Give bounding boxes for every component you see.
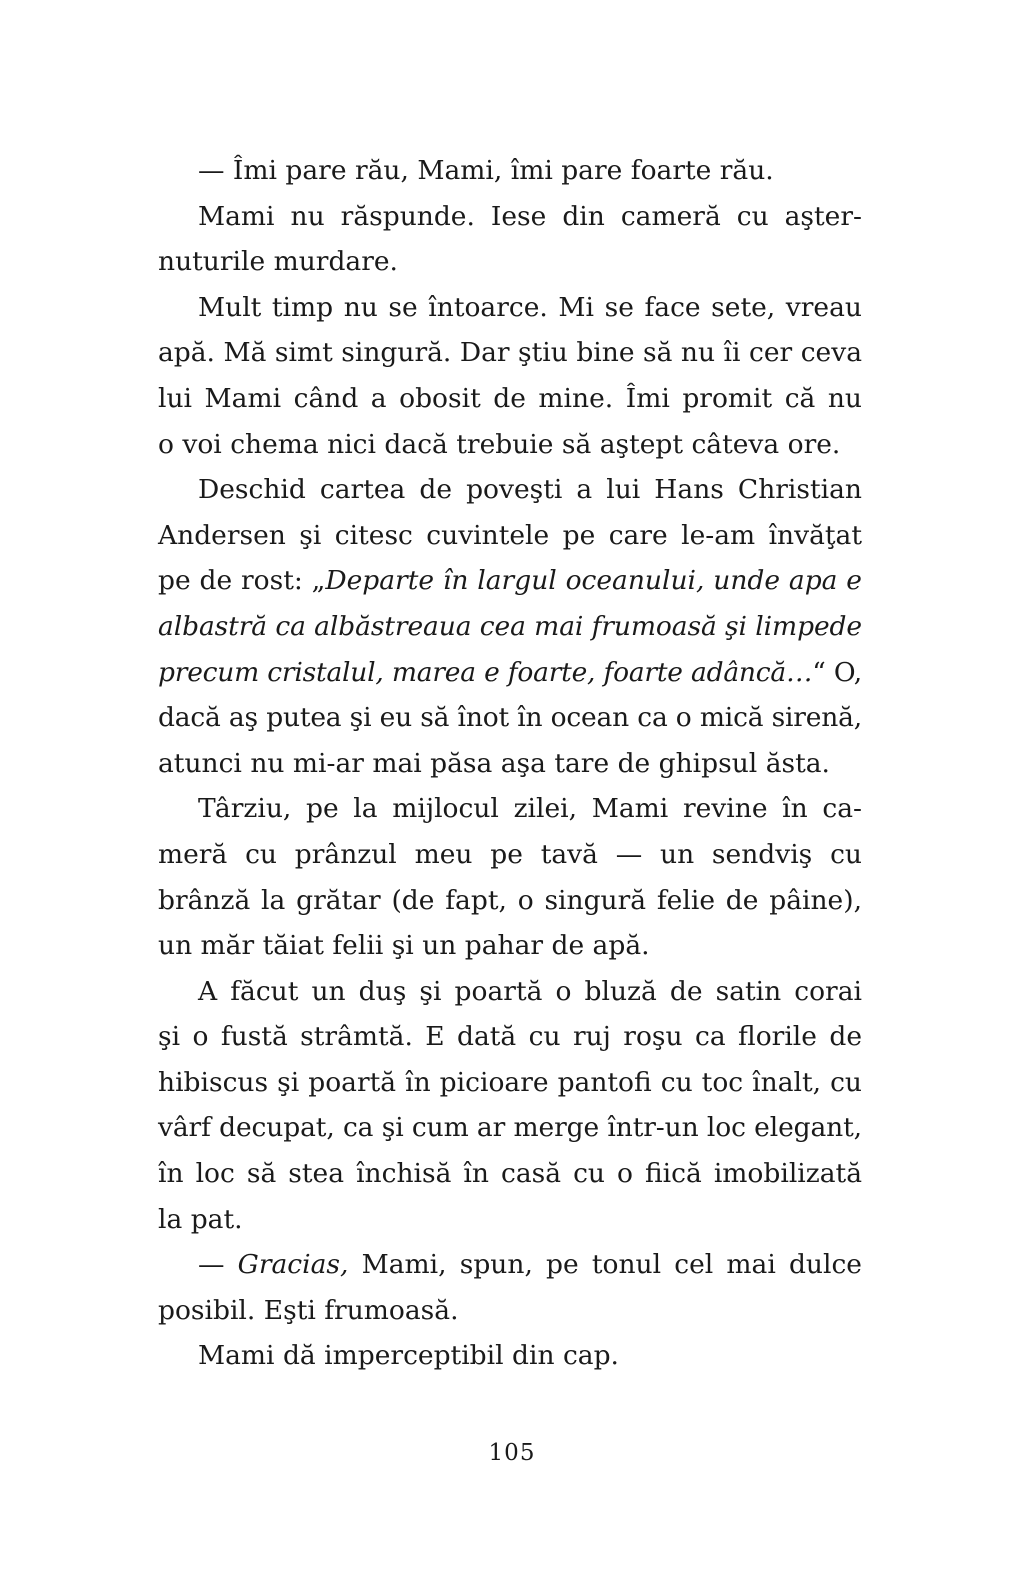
text-line: — Îmi pare rău, Mami, îmi pare foarte rău.	[198, 155, 774, 186]
text-line: atunci nu mi-ar mai păsa aşa tare de ghipsul ăsta.	[158, 747, 830, 779]
italic-word: Gracias,	[237, 1249, 349, 1281]
text-line: dacă aş putea şi eu să înot în ocean ca o mică sirenă,	[158, 702, 862, 734]
paragraph	[158, 467, 862, 786]
text-segment: Mami, spun, pe tonul cel mai dulce	[348, 1249, 862, 1281]
text-segment: —	[198, 1249, 238, 1281]
text-line: meră cu prânzul meu pe tavă — un sendviş cu	[158, 838, 862, 870]
text-line: nuturile murdare.	[158, 246, 398, 278]
text-segment: “ O,	[812, 656, 863, 688]
paragraph	[158, 786, 862, 968]
paragraph	[158, 285, 862, 467]
text-line: A făcut un duş şi poartă o bluză de satin corai	[198, 975, 862, 1007]
text-line: Mult timp nu se întoarce. Mi se face sete, vreau	[198, 291, 862, 323]
paragraph	[158, 194, 862, 285]
page-body	[158, 148, 862, 1379]
text-line: vârf decupat, ca şi cum ar merge într-un loc elegant,	[158, 1112, 862, 1144]
text-line: hibiscus şi poartă în picioare pantofi cu toc înalt, cu	[158, 1066, 862, 1098]
text-segment: pe de rost: „	[158, 565, 326, 597]
text-line: în loc să stea închisă în casă cu o fiică imobilizată	[158, 1158, 862, 1190]
text-line	[158, 558, 862, 604]
text-line: o voi chema nici dacă trebuie să aştept câteva ore.	[158, 428, 841, 460]
page-number: 105	[488, 1440, 536, 1466]
quote-text: Departe în largul oceanului, unde apa e	[325, 565, 862, 597]
text-line: un măr tăiat felii şi un pahar de apă.	[158, 930, 650, 962]
quote-text: precum cristalul, marea e foarte, foarte adâncă…	[158, 656, 813, 688]
text-line: Mami dă imperceptibil din cap.	[198, 1340, 619, 1372]
paragraph	[158, 969, 862, 1243]
text-line: la pat.	[158, 1203, 243, 1235]
text-line	[158, 650, 862, 696]
text-line: Deschid cartea de poveşti a lui Hans Christian	[198, 474, 862, 506]
paragraph	[158, 1333, 862, 1379]
text-line	[158, 604, 862, 650]
text-line	[158, 1242, 862, 1288]
text-line: şi o fustă strâmtă. E dată cu ruj roşu ca florile de	[158, 1021, 862, 1053]
paragraph	[158, 1242, 862, 1333]
text-line: posibil. Eşti frumoasă.	[158, 1294, 459, 1326]
text-line: Târziu, pe la mijlocul zilei, Mami revine în ca-	[198, 793, 862, 825]
quote-text: albastră ca albăstreaua cea mai frumoasă şi limpede	[158, 610, 862, 642]
text-line: Andersen şi citesc cuvintele pe care le-am învăţat	[158, 519, 862, 551]
text-line: lui Mami când a obosit de mine. Îmi promit că nu	[158, 382, 862, 414]
text-line: brânză la grătar (de fapt, o singură felie de pâine),	[158, 884, 862, 916]
text-line: Mami nu răspunde. Iese din cameră cu aşter-	[198, 200, 862, 232]
text-line: apă. Mă simt singură. Dar ştiu bine să nu îi cer ceva	[158, 337, 862, 369]
paragraph	[158, 148, 862, 194]
